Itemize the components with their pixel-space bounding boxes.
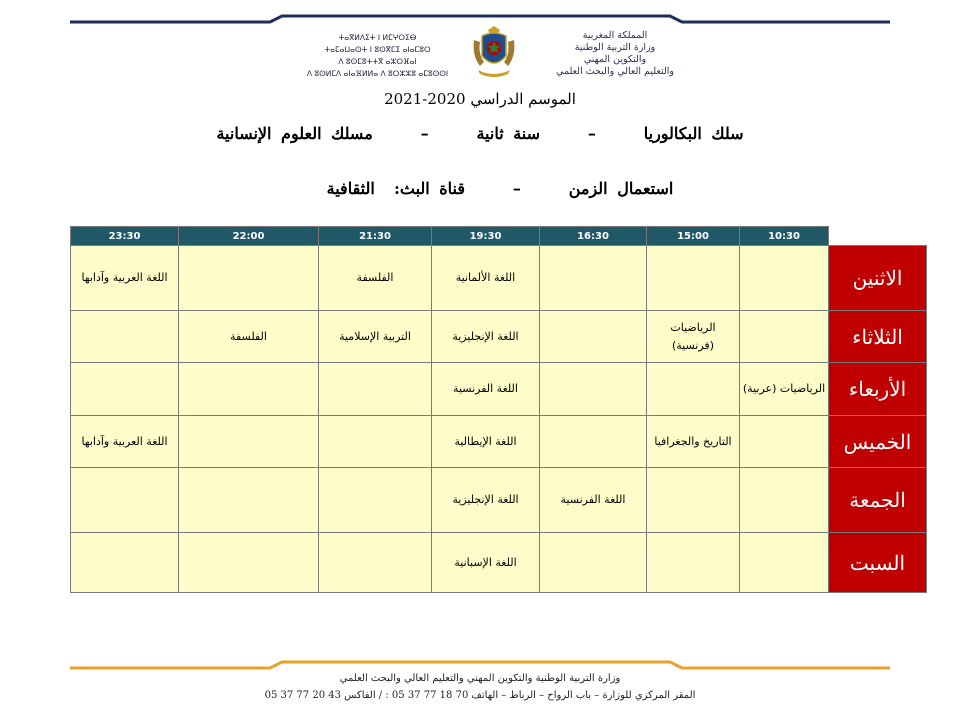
schedule-cell: اللغة الإنجليزية — [432, 468, 540, 533]
schedule-cell — [740, 311, 829, 363]
footer-address-line: المقر المركزي للوزارة – باب الرواح – الرباط – الهاتف 70 18 77 37 05 : / الفاكس 43 20 77 37 05 — [264, 690, 696, 701]
arabic-header-line: والتعليم العالي والبحث العلمي — [556, 66, 674, 77]
schedule-cell — [740, 468, 829, 533]
tifinagh-line: ⴷ ⵓⵙⵍⵎⴷ ⴰⵏⴰⴼⵍⵍⴰ ⴷ ⵓⵔⵣⵣⵓ ⴰⵎⵓⵙⵙⵏ — [306, 69, 449, 78]
day-row — [71, 363, 927, 416]
time-slot-header: 23:30 — [71, 227, 179, 246]
time-header-row — [71, 227, 927, 246]
schedule-cell — [647, 363, 740, 416]
schedule-cell: اللغة العربية وآدابها — [71, 416, 179, 468]
schedule-cell — [71, 363, 179, 416]
schedule-cell — [540, 416, 647, 468]
schedule-cell: اللغة الفرنسية — [432, 363, 540, 416]
tifinagh-line: ⵜⴰⴳⵍⴷⵉⵜ ⵏ ⵍⵎⵖⵔⵉⴱ — [338, 33, 417, 42]
schedule-cell: التربية الإسلامية — [319, 311, 432, 363]
schedule-cell: التاريخ والجغرافيا — [647, 416, 740, 468]
schedule-cell — [540, 311, 647, 363]
day-row — [71, 246, 927, 311]
schedule-cell — [319, 363, 432, 416]
day-label: الجمعة — [829, 468, 927, 533]
day-row — [71, 468, 927, 533]
schedule-cell — [647, 468, 740, 533]
day-label: الاثنين — [829, 246, 927, 311]
schedule-cell — [179, 416, 319, 468]
coat-of-arms-emblem — [470, 26, 518, 78]
tifinagh-line: ⵜⴰⵎⴰⵡⴰⵙⵜ ⵏ ⵓⵙⴳⵎⵉ ⴰⵏⴰⵎⵓⵔ — [324, 45, 431, 54]
arabic-header-line: المملكة المغربية — [582, 30, 648, 41]
header-decorative-line — [70, 14, 890, 24]
schedule-cell — [647, 533, 740, 593]
arabic-header-line: وزارة التربية الوطنية — [574, 42, 656, 53]
schedule-cell — [179, 533, 319, 593]
schedule-cell: اللغة الإنجليزية — [432, 311, 540, 363]
schedule-cell — [740, 416, 829, 468]
schedule-cell: الفلسفة — [319, 246, 432, 311]
schedule-cell — [319, 533, 432, 593]
time-slot-header: 22:00 — [179, 227, 319, 246]
arabic-ministry-name — [530, 30, 700, 78]
schedule-cell — [179, 246, 319, 311]
schedule-cell: اللغة العربية وآدابها — [71, 246, 179, 311]
schedule-cell — [71, 468, 179, 533]
schedule-cell: اللغة الإسبانية — [432, 533, 540, 593]
arabic-header-line: والتكوين المهني — [583, 54, 647, 65]
time-slot-header: 16:30 — [540, 227, 647, 246]
day-row — [71, 416, 927, 468]
schedule-cell — [740, 533, 829, 593]
schedule-cell — [740, 246, 829, 311]
tifinagh-ministry-name — [300, 32, 455, 80]
schedule-cell — [540, 246, 647, 311]
footer-ministry-line: وزارة التربية الوطنية والتكوين المهني والتعليم العالي والبحث العلمي — [339, 673, 621, 684]
schedule-cell — [319, 416, 432, 468]
tifinagh-line: ⴷ ⵓⵙⵎⵓⵜⵜⴳ ⴰⵣⵔⴼⴰⵏ — [338, 57, 417, 66]
day-row — [71, 311, 927, 363]
day-row — [71, 533, 927, 593]
time-slot-header: 10:30 — [740, 227, 829, 246]
corner-blank — [829, 227, 927, 246]
track-title: سلك البكالوريا – سنة ثانية – مسلك العلوم الإنسانية — [216, 124, 744, 143]
schedule-cell — [319, 468, 432, 533]
day-label: الأربعاء — [829, 363, 927, 416]
schedule-cell — [179, 468, 319, 533]
schedule-cell — [179, 363, 319, 416]
footer-decorative-line — [70, 660, 890, 670]
time-slot-header: 19:30 — [432, 227, 540, 246]
schedule-cell: الرياضيات (فرنسية) — [647, 311, 740, 363]
schedule-title: استعمال الزمن – قناة البث: الثقافية — [326, 179, 674, 198]
timetable — [70, 226, 927, 593]
schedule-cell: الفلسفة — [179, 311, 319, 363]
schedule-cell — [540, 363, 647, 416]
schedule-cell — [540, 533, 647, 593]
day-label: الخميس — [829, 416, 927, 468]
schedule-cell: اللغة الفرنسية — [540, 468, 647, 533]
schedule-cell — [71, 311, 179, 363]
schedule-cell: اللغة الإيطالية — [432, 416, 540, 468]
schedule-cell: الرياضيات (عربية) — [740, 363, 829, 416]
time-slot-header: 15:00 — [647, 227, 740, 246]
season-title: الموسم الدراسي 2020-2021 — [384, 90, 576, 108]
schedule-cell — [71, 533, 179, 593]
schedule-cell — [647, 246, 740, 311]
day-label: الثلاثاء — [829, 311, 927, 363]
day-label: السبت — [829, 533, 927, 593]
time-slot-header: 21:30 — [319, 227, 432, 246]
schedule-cell: اللغة الألمانية — [432, 246, 540, 311]
